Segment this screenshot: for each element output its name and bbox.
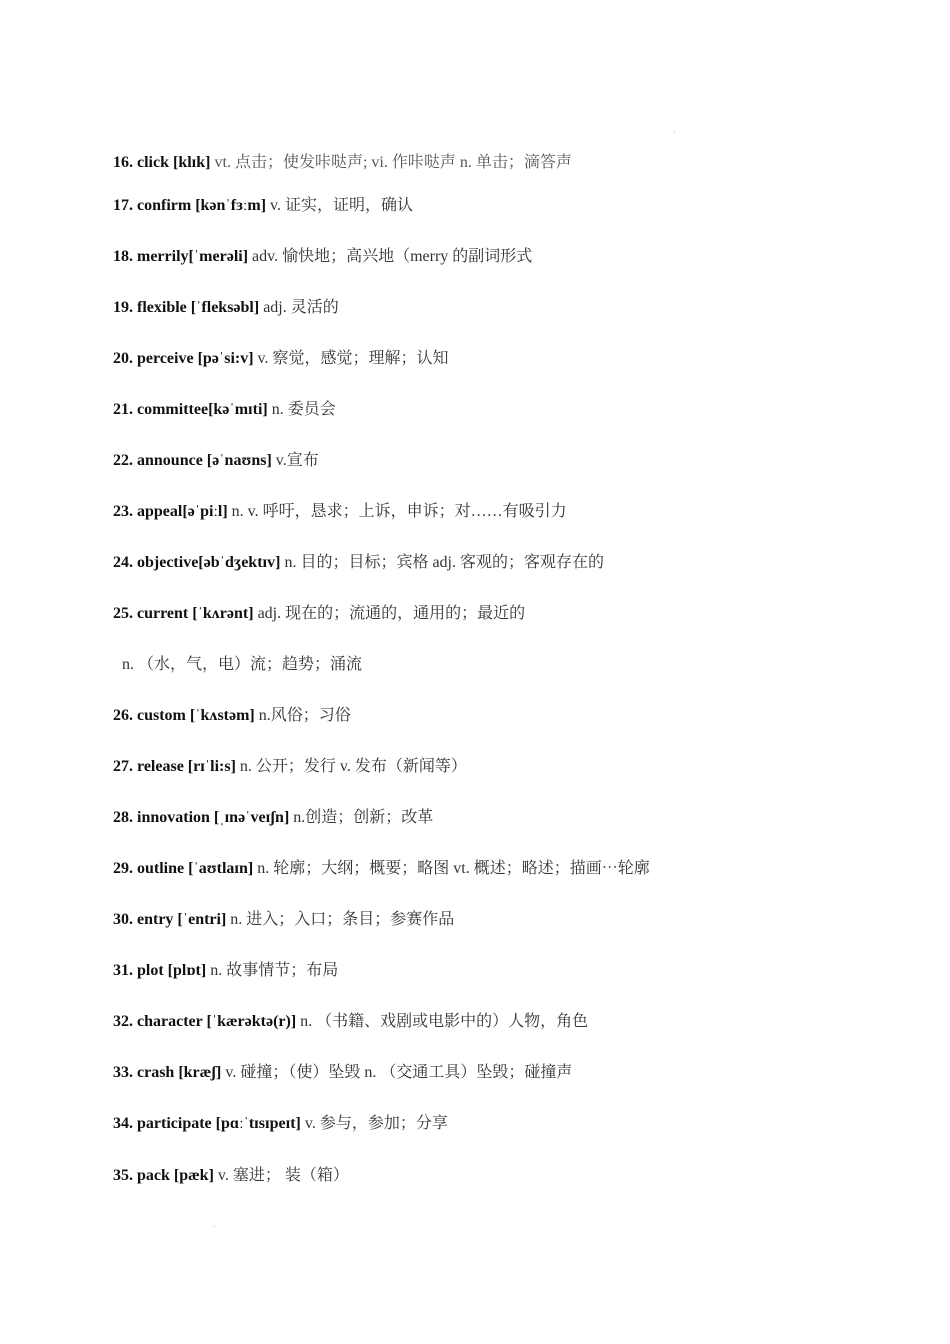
vocab-definition: n. （水，气，电）流；趋势；涌流	[122, 656, 363, 673]
vocab-term: 34. participate [pɑːˈtɪsɪpeɪt]	[113, 1115, 301, 1132]
vocab-term: 24. objective[əbˈdʒektɪv]	[113, 554, 281, 571]
vocab-entry-27	[113, 757, 893, 777]
vocab-term: 22. announce [əˈnaʊns]	[113, 452, 272, 469]
vocab-term: 16. click [klɪk]	[113, 154, 211, 171]
vocab-term: 25. current [ˈkʌrənt]	[113, 605, 254, 622]
vocab-term: 33. crash [kræʃ]	[113, 1064, 222, 1081]
vocab-entry-28	[113, 808, 893, 828]
vocab-definition: n. 公开；发行 v. 发布（新闻等）	[235, 758, 467, 775]
vocab-entry-23	[113, 502, 893, 522]
vocab-entry-22	[113, 451, 893, 471]
vocab-term: 28. innovation [ˌɪnəˈveɪʃn]	[113, 809, 290, 826]
vocab-definition: n. 进入；入口；条目；参赛作品	[226, 911, 455, 928]
vocab-entry-20	[113, 349, 893, 369]
vocab-definition: n.创造；创新；改革	[289, 809, 434, 826]
vocab-definition: n. （书籍、戏剧或电影中的）人物，角色	[296, 1013, 589, 1030]
vocab-definition: vt. 点击；使发咔哒声; vi. 作咔哒声 n. 单击；滴答声	[210, 154, 572, 171]
page-speck	[214, 1226, 215, 1227]
vocab-definition: n. 故事情节；布局	[206, 962, 339, 979]
vocab-entry-34	[113, 1114, 893, 1134]
vocab-definition: v.宣布	[271, 452, 319, 469]
vocab-definition: v. 察觉，感觉；理解；认知	[253, 350, 449, 367]
vocab-term: 26. custom [ˈkʌstəm]	[113, 707, 255, 724]
vocab-entry-24	[113, 553, 893, 573]
vocab-definition: adj. 现在的；流通的，通用的；最近的	[253, 605, 526, 622]
vocab-entry-31	[113, 961, 893, 981]
vocab-definition: n.风俗；习俗	[254, 707, 351, 724]
vocab-term: 32. character [ˈkærəktə(r)]	[113, 1013, 297, 1030]
vocab-term: 20. perceive [pəˈsi:v]	[113, 350, 254, 367]
vocab-entry-35	[113, 1166, 893, 1186]
vocab-term: 35. pack [pæk]	[113, 1167, 214, 1184]
vocab-entry-19	[113, 298, 893, 318]
vocab-term: 27. release [rɪˈli:s]	[113, 758, 236, 775]
vocab-entry-21	[113, 400, 893, 420]
vocab-term: 21. committee[kəˈmɪti]	[113, 401, 268, 418]
vocab-entry-29	[113, 859, 893, 879]
vocab-entry-25-continued	[122, 655, 902, 675]
vocab-term: 19. flexible [ˈfleksəbl]	[113, 299, 260, 316]
vocab-entry-26	[113, 706, 893, 726]
vocab-definition: adv. 愉快地；高兴地（merry 的副词形式	[248, 248, 533, 265]
vocab-entry-18	[113, 247, 893, 267]
vocab-definition: adj. 灵活的	[259, 299, 339, 316]
page-speck	[674, 132, 675, 133]
vocab-definition: n. v. 呼吁，恳求；上诉，申诉；对……有吸引力	[227, 503, 567, 520]
vocab-definition: v. 参与，参加；分享	[300, 1115, 448, 1132]
vocab-term: 31. plot [plɒt]	[113, 962, 207, 979]
vocab-term: 29. outline [ˈaʊtlaɪn]	[113, 860, 254, 877]
vocab-definition: n. 轮廓；大纲；概要；略图 vt. 概述；略述；描画⋯轮廓	[253, 860, 650, 877]
vocab-definition: n. 目的；目标；宾格 adj. 客观的；客观存在的	[280, 554, 605, 571]
vocab-definition: v. 塞进； 装（箱）	[213, 1167, 349, 1184]
vocab-term: 17. confirm [kənˈfɜːm]	[113, 197, 267, 214]
vocab-term: 30. entry [ˈentri]	[113, 911, 227, 928]
vocab-entry-17	[113, 196, 893, 216]
vocab-definition: v. 证实，证明，确认	[266, 197, 413, 214]
vocab-entry-32	[113, 1012, 893, 1032]
vocab-definition: n. 委员会	[267, 401, 336, 418]
vocab-definition: v. 碰撞；（使）坠毁 n. （交通工具）坠毁；碰撞声	[221, 1064, 573, 1081]
vocab-entry-33	[113, 1063, 893, 1083]
vocab-entry-25	[113, 604, 893, 624]
vocab-term: 23. appeal[əˈpiːl]	[113, 503, 228, 520]
vocab-entry-16	[113, 153, 893, 173]
vocab-term: 18. merrily[ˈmerəli]	[113, 248, 249, 265]
vocab-entry-30	[113, 910, 893, 930]
